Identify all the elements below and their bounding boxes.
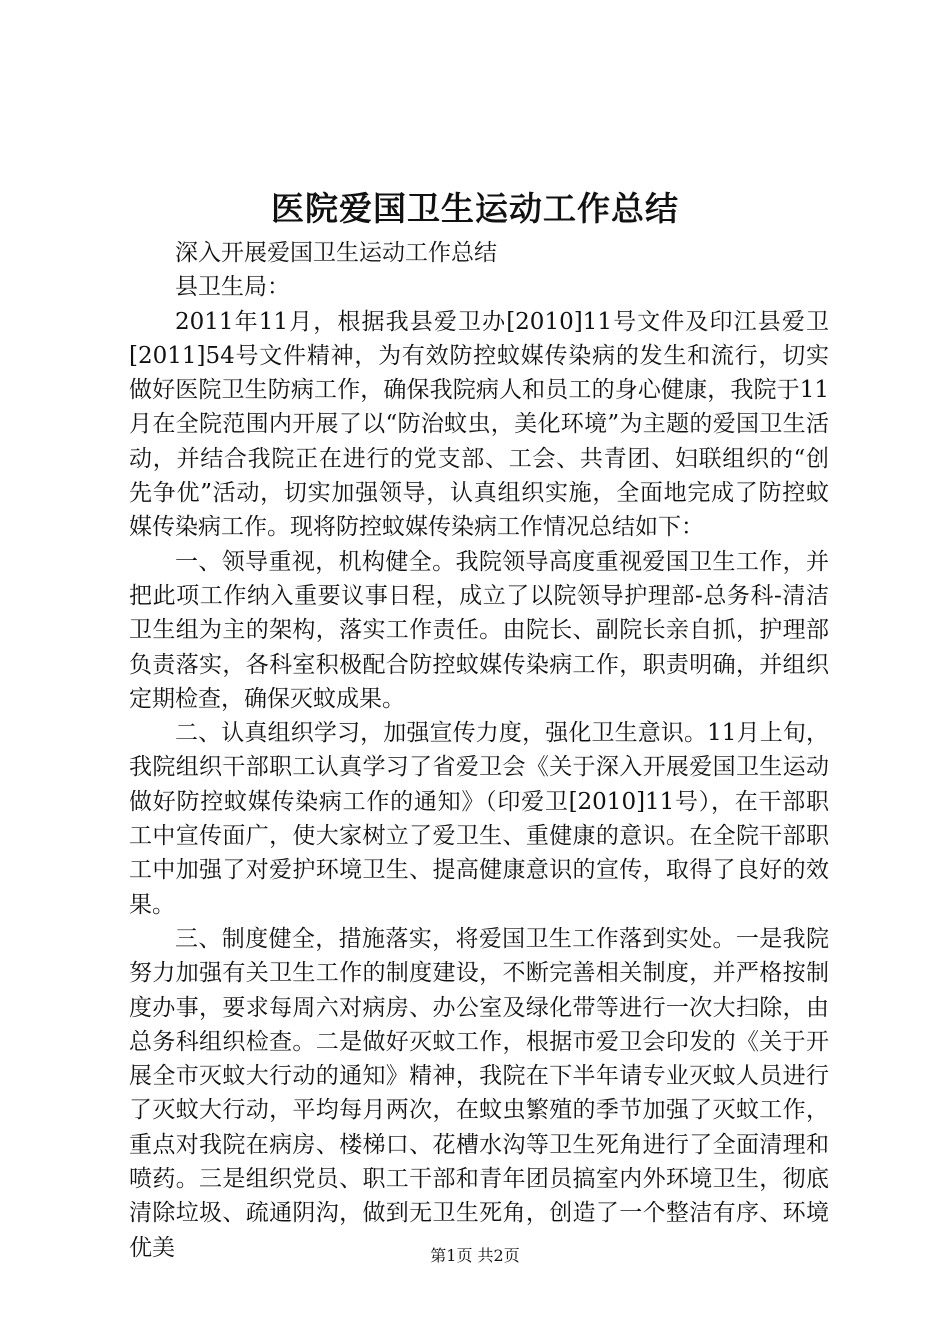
paragraph-section-3: 三、制度健全，措施落实，将爱国卫生工作落到实处。一是我院努力加强有关卫生工作的制度建设，不断完善相关制度，并严格按制度办事，要求每周六对病房、办公室及绿化带等进行一次大扫除，由总务科组织检查。二是做好灭蚊工作，根据市爱卫会印发的《关于开展全市灭蚊大行动的通知》精神，我院在下半年请专业灭蚊人员进行了灭蚊大行动，平均每月两次，在蚊虫繁殖的季节加强了灭蚊工作，重点对我院在病房、楼梯口、花槽水沟等卫生死角进行了全面清理和喷药。三是组织党员、职工干部和青年团员搞室内外环境卫生，彻底清除垃圾、疏通阴沟，做到无卫生死角，创造了一个整洁有序、环境优美: [129, 925, 829, 1261]
document-title: 医院爱国卫生运动工作总结: [271, 189, 679, 228]
document-body: [129, 236, 829, 1265]
paragraph-section-1: 一、领导重视，机构健全。我院领导高度重视爱国卫生工作，并把此项工作纳入重要议事日程，成立了以院领导护理部-总务科-清洁卫生组为主的架构，落实工作责任。由院长、副院长亲自抓，护理部负责落实，各科室积极配合防控蚊媒传染病工作，职责明确，并组织定期检查，确保灭蚊成果。: [129, 548, 829, 712]
paragraph-subtitle: 深入开展爱国卫生运动工作总结: [175, 240, 497, 266]
paragraph-recipient: 县卫生局：: [175, 274, 290, 301]
page-number-footer: 第1页 共2页: [430, 1246, 520, 1265]
paragraph-intro: 2011年11月，根据我县爱卫办[2010]11号文件及印江县爱卫[2011]54号文件精神，为有效防控蚊媒传染病的发生和流行，切实做好医院卫生防病工作，确保我院病人和员工的身心健康，我院于11月在全院范围内开展了以“防治蚊虫，美化环境”为主题的爱国卫生活动，并结合我院正在进行的党支部、工会、共青团、妇联组织的“创先争优”活动，切实加强领导，认真组织实施，全面地完成了防控蚊媒传染病工作。现将防控蚊媒传染病工作情况总结如下：: [129, 308, 829, 541]
paragraph-section-2: 二、认真组织学习，加强宣传力度，强化卫生意识。11月上旬，我院组织干部职工认真学习了省爱卫会《关于深入开展爱国卫生运动做好防控蚊媒传染病工作的通知》（印爱卫[2010]11号），在干部职工中宣传面广，使大家树立了爱卫生、重健康的意识。在全院干部职工中加强了对爱护环境卫生、提高健康意识的宣传，取得了良好的效果。: [129, 720, 829, 918]
